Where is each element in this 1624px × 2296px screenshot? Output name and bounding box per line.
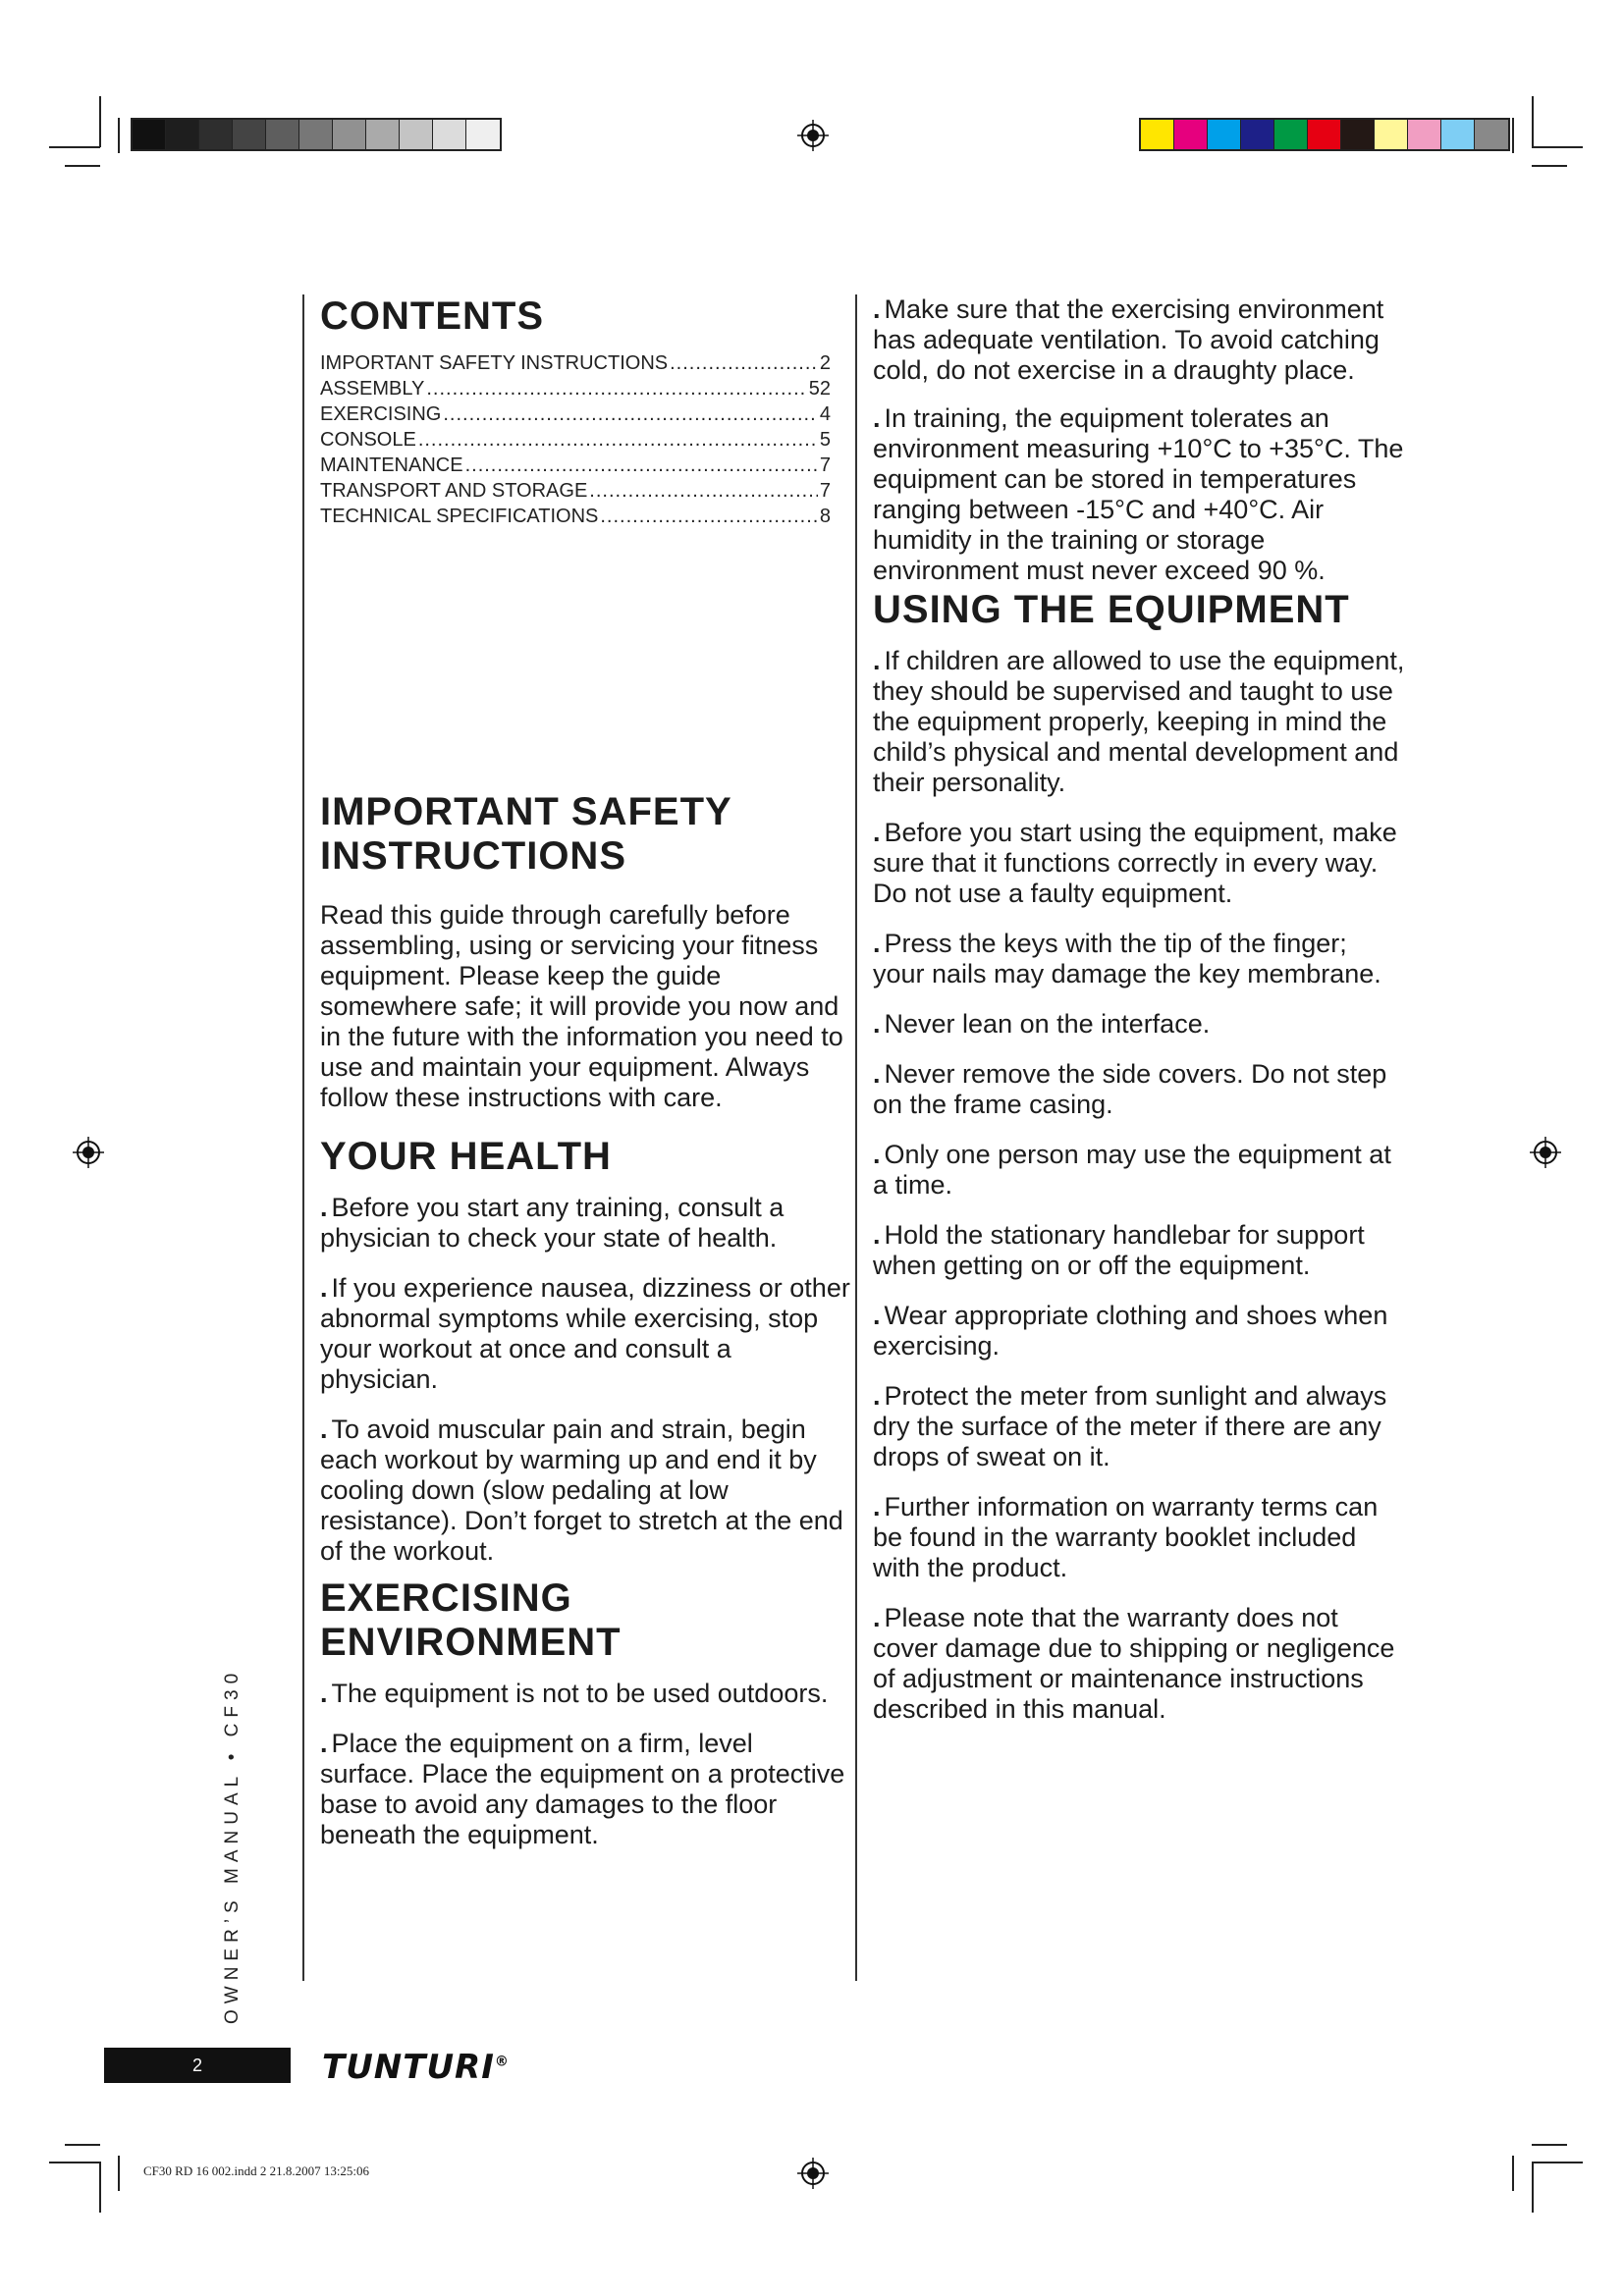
sidebar-manual-label: OWNER’S MANUAL • CF30 [222, 1667, 243, 2024]
toc-entry [320, 401, 831, 427]
bullet-text: To avoid muscular pain and strain, begin each workout by warming up and end it by cooling down (slow pedaling at low resistance). Don’t forget to stretch at the end of the workout. [320, 1415, 843, 1566]
toc-leader [670, 350, 818, 376]
contents-title: CONTENTS [320, 294, 544, 338]
gray-swatch [299, 120, 333, 149]
color-calibration-bar [1139, 118, 1510, 151]
safety-title: IMPORTANT SAFETY INSTRUCTIONS [320, 790, 732, 878]
bullet-text: The equipment is not to be used outdoors. [331, 1679, 829, 1708]
gray-swatch [333, 120, 366, 149]
bullet-item [873, 1492, 1405, 1583]
bullet-text: In training, the equipment tolerates an environment measuring +10°C to +35°C. The equipment can be stored in temperatures ranging between -15°C and +40°C. Air humidity in the training or storage environment must never exceed 90 %. [873, 403, 1404, 585]
registration-mark-icon [797, 2158, 829, 2189]
bullet-text: Hold the stationary handlebar for support when getting on or off the equipment. [873, 1220, 1365, 1280]
gray-swatch [233, 120, 266, 149]
gray-swatch [466, 120, 500, 149]
toc-entry [320, 504, 831, 529]
bullet-item [873, 1301, 1405, 1362]
bullet-text: Place the equipment on a firm, level surface. Place the equipment on a protective base to avoid any damages to the floor beneath the equipment. [320, 1729, 845, 1849]
gray-swatch [400, 120, 433, 149]
bullet-text: Never lean on the interface. [884, 1009, 1211, 1039]
bullet-item [320, 1193, 852, 1254]
gray-swatch [133, 120, 166, 149]
bullet-dot-icon: . [873, 646, 881, 675]
registration-mark-icon [1530, 1137, 1561, 1168]
bullet-dot-icon: . [873, 1140, 881, 1169]
bullet-dot-icon: . [873, 1301, 881, 1330]
registration-mark-icon [797, 120, 829, 151]
color-swatch [1475, 120, 1508, 149]
toc-label: TRANSPORT AND STORAGE [320, 480, 588, 502]
gray-swatch [166, 120, 199, 149]
toc-label: IMPORTANT SAFETY INSTRUCTIONS [320, 352, 669, 374]
toc-entry [320, 478, 831, 504]
environment-bullets-right [873, 294, 1405, 586]
toc-label: EXERCISING [320, 403, 442, 425]
bullet-item [320, 1415, 852, 1567]
toc-page: 7 [819, 454, 831, 476]
gray-swatch [266, 120, 299, 149]
bullet-item [873, 403, 1405, 586]
bullet-item [873, 1603, 1405, 1725]
bullet-text: If you experience nausea, dizziness or other abnormal symptoms while exercising, stop your workout at once and consult a physician. [320, 1273, 850, 1394]
toc-page: 5 [819, 429, 831, 451]
bullet-text: Wear appropriate clothing and shoes when exercising. [873, 1301, 1388, 1361]
right-column [855, 294, 1405, 1981]
color-swatch [1375, 120, 1408, 149]
toc-page: 8 [819, 506, 831, 527]
bullet-dot-icon: . [320, 1193, 328, 1222]
toc-leader [465, 453, 818, 478]
color-swatch [1208, 120, 1241, 149]
toc-entry [320, 453, 831, 478]
bullet-item [873, 818, 1405, 909]
bullet-dot-icon: . [320, 1679, 328, 1708]
health-title: YOUR HEALTH [320, 1135, 612, 1178]
health-bullets [320, 1193, 852, 1567]
toc-page: 4 [819, 403, 831, 425]
color-swatch [1408, 120, 1441, 149]
bullet-item [873, 294, 1405, 386]
toc-entry [320, 376, 831, 401]
bullet-dot-icon: . [320, 1273, 328, 1303]
bullet-item [873, 1220, 1405, 1281]
toc-page: 52 [808, 378, 831, 400]
using-title: USING THE EQUIPMENT [873, 588, 1350, 631]
bullet-text: Further information on warranty terms can be found in the warranty booklet included with the product. [873, 1492, 1379, 1582]
toc-label: MAINTENANCE [320, 454, 463, 476]
environment-bullets-left [320, 1679, 852, 1850]
bullet-item [873, 646, 1405, 798]
bullet-text: Make sure that the exercising environment has adequate ventilation. To avoid catching cold, do not exercise in a draughty place. [873, 294, 1384, 385]
bullet-dot-icon: . [873, 1603, 881, 1632]
toc-page: 7 [819, 480, 831, 502]
environment-title: EXERCISING ENVIRONMENT [320, 1576, 622, 1664]
bullet-text: Before you start using the equipment, make sure that it functions correctly in every way. Do not use a faulty equipment. [873, 818, 1397, 908]
color-swatch [1174, 120, 1208, 149]
toc-leader [426, 376, 806, 401]
bullet-text: Protect the meter from sunlight and always dry the surface of the meter if there are any drops of sweat on it. [873, 1381, 1387, 1471]
toc-label: CONSOLE [320, 429, 416, 451]
toc-leader [600, 504, 818, 529]
grayscale-calibration-bar [131, 118, 502, 151]
bullet-item [873, 929, 1405, 989]
print-slug: CF30 RD 16 002.indd 2 21.8.2007 13:25:06 [143, 2163, 370, 2178]
toc-leader [418, 427, 818, 453]
toc-entry [320, 350, 831, 376]
bullet-dot-icon: . [873, 294, 881, 324]
toc-label: TECHNICAL SPECIFICATIONS [320, 506, 599, 527]
bullet-dot-icon: . [873, 1009, 881, 1039]
bullet-item [320, 1273, 852, 1395]
bullet-dot-icon: . [873, 818, 881, 847]
bullet-text: Please note that the warranty does not cover damage due to shipping or negligence of adjustment or maintenance instructions described in this manual. [873, 1603, 1395, 1724]
brand-logo: TUNTURI® [322, 2048, 510, 2087]
page-number: 2 [104, 2048, 291, 2083]
color-swatch [1274, 120, 1308, 149]
color-swatch [1441, 120, 1475, 149]
left-column [302, 294, 852, 1981]
bullet-item [873, 1059, 1405, 1120]
bullet-item [873, 1140, 1405, 1201]
bullet-item [320, 1679, 852, 1709]
bullet-dot-icon: . [873, 1381, 881, 1411]
toc-leader [589, 478, 818, 504]
bullet-item [320, 1729, 852, 1850]
safety-intro: Read this guide through carefully before assembling, using or servicing your fitness equipment. Please keep the guide somewhere safe; it will provide you now and in the future with the information you need to use and maintain your equipment. Always follow these instructions with care. [320, 900, 843, 1112]
bullet-dot-icon: . [873, 929, 881, 958]
bullet-dot-icon: . [873, 1220, 881, 1250]
bullet-text: Before you start any training, consult a physician to check your state of health. [320, 1193, 785, 1253]
bullet-text: Only one person may use the equipment at a time. [873, 1140, 1391, 1200]
color-swatch [1141, 120, 1174, 149]
toc-entry [320, 427, 831, 453]
table-of-contents [320, 350, 831, 529]
color-swatch [1241, 120, 1274, 149]
bullet-item [873, 1381, 1405, 1472]
using-bullets [873, 646, 1405, 1725]
bullet-dot-icon: . [873, 1059, 881, 1089]
toc-page: 2 [819, 352, 831, 374]
bullet-dot-icon: . [320, 1415, 328, 1444]
color-swatch [1308, 120, 1341, 149]
bullet-text: If children are allowed to use the equipment, they should be supervised and taught to use the equipment properly, keeping in mind the child’s physical and mental development and their personality. [873, 646, 1405, 797]
bullet-text: Press the keys with the tip of the finger; your nails may damage the key membrane. [873, 929, 1381, 988]
bullet-dot-icon: . [873, 403, 881, 433]
toc-leader [443, 401, 818, 427]
registration-mark-icon [73, 1137, 104, 1168]
bullet-item [873, 1009, 1405, 1040]
gray-swatch [199, 120, 233, 149]
color-swatch [1341, 120, 1375, 149]
gray-swatch [433, 120, 466, 149]
gray-swatch [366, 120, 400, 149]
bullet-dot-icon: . [873, 1492, 881, 1522]
bullet-dot-icon: . [320, 1729, 328, 1758]
bullet-text: Never remove the side covers. Do not step on the frame casing. [873, 1059, 1387, 1119]
toc-label: ASSEMBLY [320, 378, 425, 400]
